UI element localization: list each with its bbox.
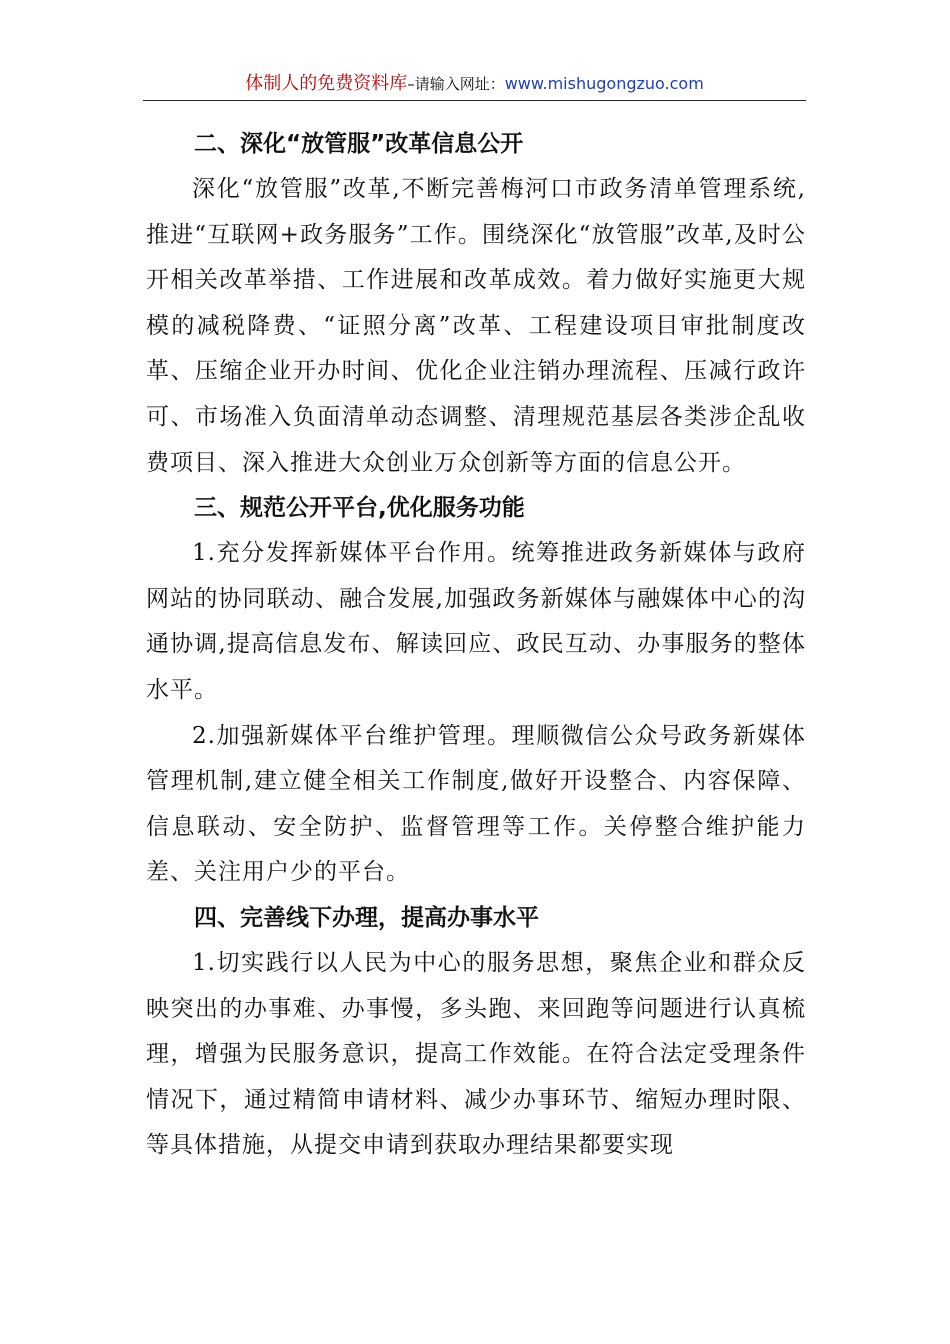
section-2-paragraph-1: 深化“放管服”改革,不断完善梅河口市政务清单管理系统,推进“互联网+政务服务”工作。围绕深化“放管服”改革,及时公开相关改革举措、工作进展和改革成效。着力做好实施更大规模的减税降费、“证照分离”改革、工程建设项目审批制度改革、压缩企业开办时间、优化企业注销办理流程、压减行政许可、市场准入负面清单动态调整、清理规范基层各类涉企乱收费项目、深入推进大众创业万众创新等方面的信息公开。 (146, 176, 806, 476)
section-4-paragraph-1: 1.切实践行以人民为中心的服务思想，聚焦企业和群众反映突出的办事难、办事慢，多头跑、来回跑等问题进行认真梳理，增强为民服务意识，提高工作效能。在符合法定受理条件情况下，通过精简申请材料、减少办事环节、缩短办理时限、等具体措施，从提交申请到获取办理结果都要实现 (146, 949, 806, 1159)
header-prompt: –请输入网址： (407, 75, 505, 93)
section-3-paragraph-2: 2.加强新媒体平台维护管理。理顺微信公众号政务新媒体管理机制,建立健全相关工作制度,做好开设整合、内容保障、信息联动、安全防护、监督管理等工作。关停整合维护能力差、关注用户少的平台。 (146, 722, 806, 886)
section-3-paragraph-1: 1.充分发挥新媒体平台作用。统筹推进政务新媒体与政府网站的协同联动、融合发展,加强政务新媒体与融媒体中心的沟通协调,提高信息发布、解读回应、政民互动、办事服务的整体水平。 (146, 540, 806, 703)
document-body (146, 122, 806, 1169)
section-heading-2: 二、深化“放管服”改革信息公开 (194, 131, 524, 157)
header-brand: 体制人的免费资料库 (245, 73, 408, 94)
header-url-link[interactable]: www.mishugongzuo.com (504, 74, 704, 93)
section-heading-3: 三、规范公开平台,优化服务功能 (194, 495, 525, 522)
section-heading-4: 四、完善线下办理，提高办事水平 (194, 904, 539, 931)
page-header (143, 70, 806, 101)
